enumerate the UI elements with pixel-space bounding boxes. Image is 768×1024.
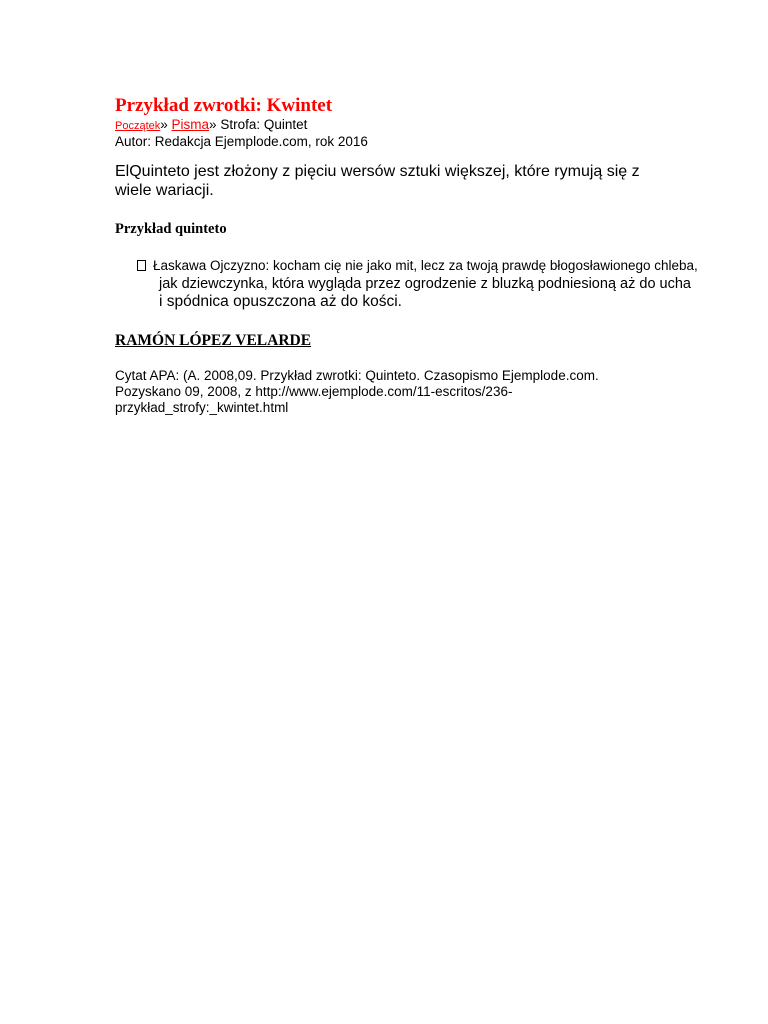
breadcrumb-separator: » <box>160 117 168 132</box>
breadcrumb-separator: » <box>209 117 217 132</box>
poem-line: jak dziewczynka, która wygląda przez ogrodzenie z bluzką podniesioną aż do ucha <box>159 276 691 292</box>
missing-glyph-icon <box>137 260 146 271</box>
breadcrumb <box>115 117 705 134</box>
section-heading: Przykład quinteto <box>115 221 227 237</box>
poem-block <box>137 257 705 311</box>
poem-line: i spódnica opuszczona aż do kości. <box>159 293 402 310</box>
intro-paragraph: ElQuinteto jest złożony z pięciu wersów sztuki większej, które rymują się z wiele wariacji. <box>115 163 640 199</box>
citation: Cytat APA: (A. 2008,09. Przykład zwrotki: Quinteto. Czasopismo Ejemplode.com. Pozyskano 09, 2008, z http://www.ejemplode.com/11-escritos/236-przykład_strofy:_kwintet.html <box>115 368 599 415</box>
breadcrumb-current: Strofa: Quintet <box>220 117 308 132</box>
author-line: Autor: Redakcja Ejemplode.com, rok 2016 <box>115 134 368 149</box>
document-page <box>115 95 705 416</box>
poem-line: Łaskawa Ojczyzno: kocham cię nie jako mit, lecz za twoją prawdę błogosławionego chleba, <box>153 258 698 273</box>
poet-name: RAMÓN LÓPEZ VELARDE <box>115 332 312 349</box>
page-title: Przykład zwrotki: Kwintet <box>115 95 333 116</box>
breadcrumb-home-link[interactable]: Początek <box>115 120 161 132</box>
breadcrumb-section-link[interactable]: Pisma <box>171 117 210 132</box>
